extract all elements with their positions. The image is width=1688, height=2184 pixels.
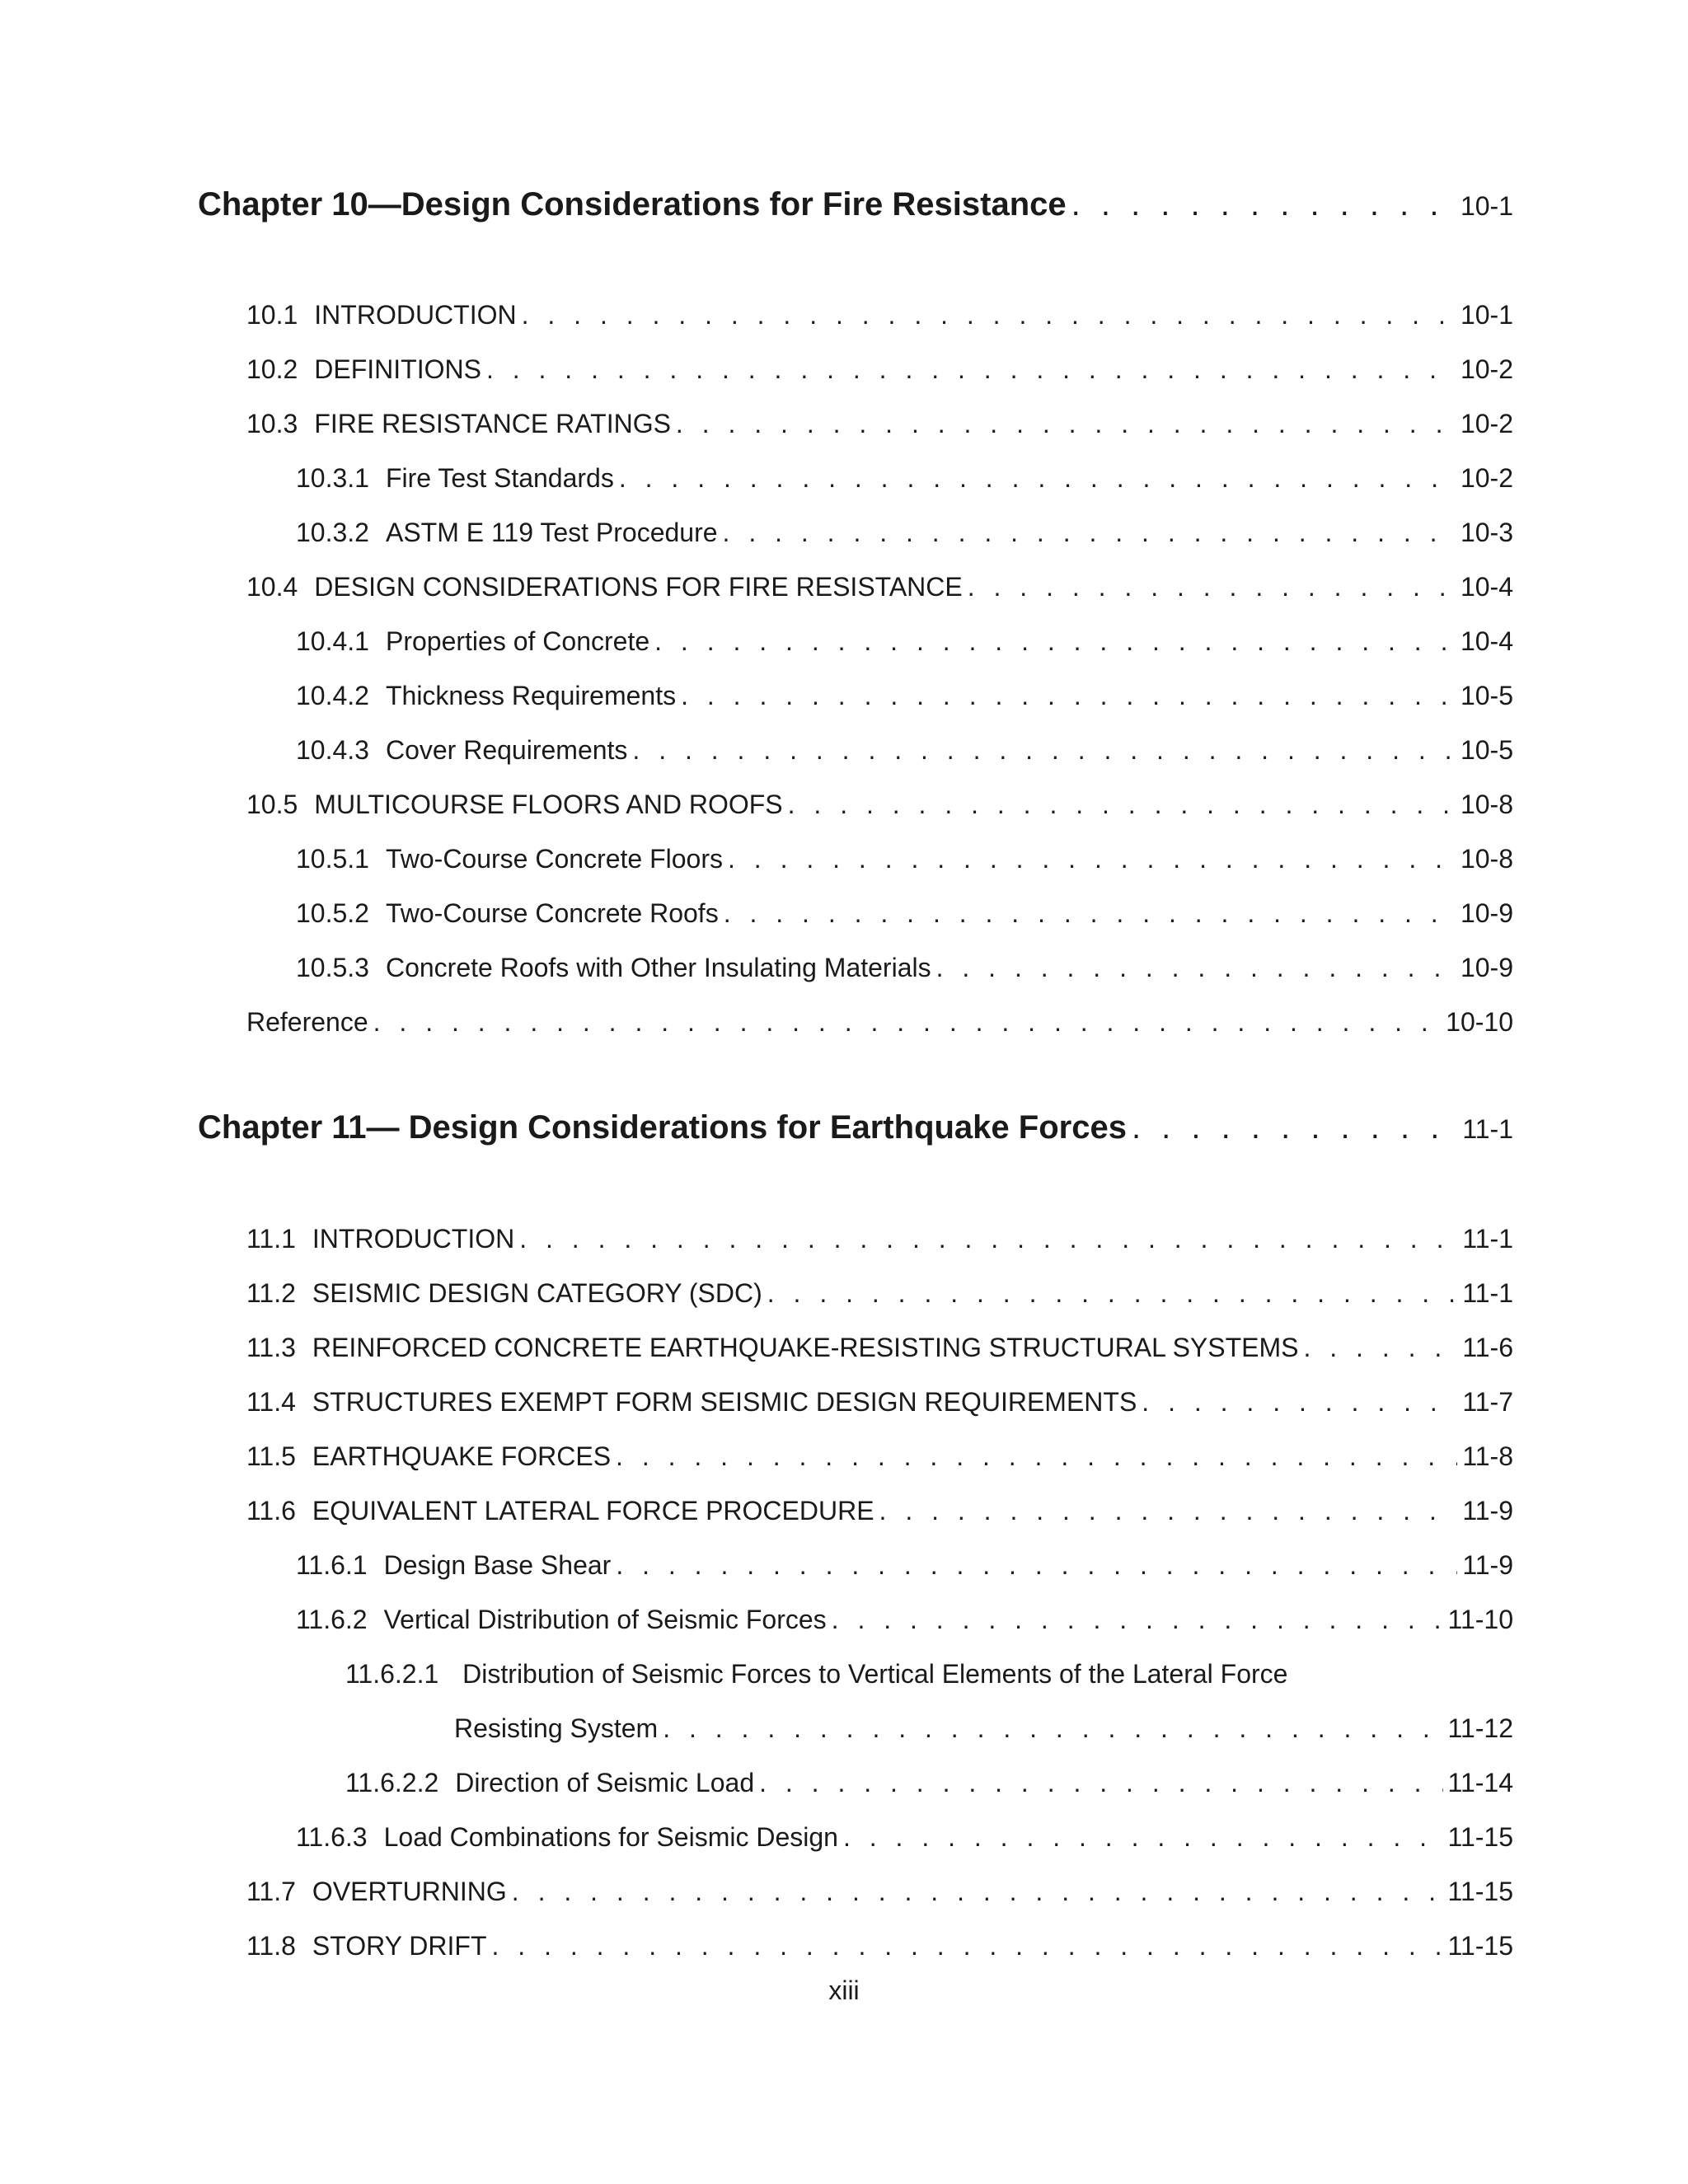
toc-entry [296, 735, 1513, 771]
entry-label: EQUIVALENT LATERAL FORCE PROCEDURE [312, 1496, 874, 1526]
dot-leader [832, 1605, 1443, 1635]
entry-label: OVERTURNING [312, 1877, 507, 1906]
entry-label: Vertical Distribution of Seismic Forces [383, 1605, 827, 1634]
entry-number: 10.1 [246, 300, 298, 330]
toc-entry [246, 1333, 1513, 1369]
dot-leader [519, 1224, 1457, 1254]
entry-label: Fire Test Standards [385, 463, 614, 493]
entry-label: Distribution of Seismic Forces to Vertical Elements of the Lateral Force [462, 1659, 1288, 1689]
entry-number: 11.3 [246, 1333, 296, 1362]
toc-entry [296, 844, 1513, 880]
entry-label: Two-Course Concrete Floors [385, 844, 723, 874]
entry-page: 11-15 [1447, 1931, 1513, 1961]
toc-entry [246, 1007, 1513, 1043]
entry-page: 10-10 [1446, 1007, 1513, 1037]
entry-page: 11-9 [1462, 1496, 1513, 1526]
dot-leader [968, 572, 1456, 602]
dot-leader [373, 1007, 1442, 1038]
dot-leader [632, 735, 1456, 766]
entry-label: DEFINITIONS [314, 354, 481, 384]
dot-leader [654, 626, 1456, 657]
entry-page: 10-1 [1460, 300, 1513, 330]
entry-label: Thickness Requirements [385, 681, 677, 710]
entry-number: 10.2 [246, 354, 298, 384]
entry-page: 11-10 [1447, 1605, 1513, 1634]
entry-label: Direction of Seismic Load [455, 1768, 755, 1797]
dot-leader [492, 1931, 1443, 1961]
entry-number: 10.3.1 [296, 463, 369, 493]
entry-number: 11.1 [246, 1224, 296, 1254]
dot-leader [1132, 1109, 1457, 1146]
toc-entry [246, 1441, 1513, 1478]
entry-number: 11.6 [246, 1496, 296, 1526]
entry-number: 11.4 [246, 1387, 296, 1417]
entry-number: 10.4.3 [296, 735, 369, 765]
entry-label: Reference [246, 1007, 368, 1037]
toc-entry-first-line [345, 1659, 1287, 1695]
entry-label: REINFORCED CONCRETE EARTHQUAKE-RESISTING STRUCTURAL SYSTEMS [312, 1333, 1299, 1362]
toc-entry [296, 953, 1513, 989]
entry-number: 10.3 [246, 409, 298, 438]
chapter-page: 10-1 [1460, 191, 1513, 221]
entry-number: 10.4.1 [296, 626, 369, 656]
entry-number: 10.5 [246, 790, 298, 819]
entry-page: 11-14 [1447, 1768, 1513, 1797]
toc-entry [345, 1768, 1513, 1804]
entry-page: 11-1 [1462, 1278, 1513, 1308]
entry-page: 11-9 [1462, 1550, 1513, 1580]
entry-number: 10.4 [246, 572, 298, 602]
entry-label: Concrete Roofs with Other Insulating Materials [385, 953, 931, 982]
toc-entry [296, 1550, 1513, 1586]
entry-number: 11.6.2.1 [345, 1659, 439, 1689]
dot-leader [616, 1441, 1457, 1472]
entry-page: 11-7 [1462, 1387, 1513, 1417]
entry-label: STRUCTURES EXEMPT FORM SEISMIC DESIGN REQUIREMENTS [312, 1387, 1137, 1417]
toc-entry [246, 790, 1513, 826]
entry-page: 11-8 [1462, 1441, 1513, 1471]
entry-number: 11.6.1 [296, 1550, 368, 1580]
entry-number: 11.6.2.2 [345, 1768, 439, 1797]
entry-number: 10.4.2 [296, 681, 369, 710]
dot-leader [619, 463, 1456, 494]
toc-entry [296, 1605, 1513, 1641]
toc-entry [246, 354, 1513, 391]
entry-label: SEISMIC DESIGN CATEGORY (SDC) [312, 1278, 762, 1308]
dot-leader [723, 518, 1456, 548]
dot-leader [767, 1278, 1458, 1309]
entry-number: 10.3.2 [296, 518, 369, 547]
entry-page: 11-15 [1447, 1877, 1513, 1906]
dot-leader [879, 1496, 1458, 1526]
entry-page: 10-2 [1460, 463, 1513, 493]
entry-page: 10-8 [1460, 844, 1513, 874]
entry-page: 11-12 [1447, 1713, 1513, 1743]
dot-leader [1303, 1333, 1457, 1363]
toc-entry [296, 626, 1513, 663]
entry-label: STORY DRIFT [312, 1931, 487, 1961]
toc-entry [246, 1224, 1513, 1260]
toc-entry [246, 1877, 1513, 1913]
toc-entry [246, 300, 1513, 336]
entry-page: 10-4 [1460, 572, 1513, 602]
page-number: xiii [828, 1975, 860, 2005]
dot-leader [728, 844, 1456, 874]
entry-label: Properties of Concrete [385, 626, 650, 656]
chapter-heading [198, 1109, 1513, 1155]
dot-leader [512, 1877, 1443, 1907]
entry-number: 11.2 [246, 1278, 296, 1308]
entry-page: 10-4 [1460, 626, 1513, 656]
entry-page: 10-2 [1460, 354, 1513, 384]
entry-page: 10-3 [1460, 518, 1513, 547]
toc-entry [246, 1496, 1513, 1532]
dot-leader [724, 898, 1456, 929]
entry-label: Load Combinations for Seismic Design [383, 1822, 838, 1852]
entry-label: Cover Requirements [385, 735, 628, 765]
entry-page: 10-8 [1460, 790, 1513, 819]
entry-page: 10-2 [1460, 409, 1513, 438]
entry-page: 10-9 [1460, 898, 1513, 928]
dot-leader [936, 953, 1456, 983]
entry-label: MULTICOURSE FLOORS AND ROOFS [314, 790, 783, 819]
toc-entry [246, 1387, 1513, 1423]
entry-number: 11.5 [246, 1441, 296, 1471]
entry-label: Design Base Shear [383, 1550, 612, 1580]
entry-label: DESIGN CONSIDERATIONS FOR FIRE RESISTANCE [314, 572, 963, 602]
chapter-title: Chapter 11— Design Considerations for Earthquake Forces [198, 1109, 1127, 1146]
entry-label: INTRODUCTION [314, 300, 517, 330]
dot-leader [522, 300, 1456, 330]
entry-label-continuation: Resisting System [454, 1713, 659, 1743]
toc-entry [246, 572, 1513, 608]
toc-entry [296, 681, 1513, 717]
entry-label: INTRODUCTION [312, 1224, 515, 1254]
toc-entry-continuation [454, 1713, 1513, 1750]
dot-leader [616, 1550, 1457, 1581]
entry-number: 11.6.3 [296, 1822, 368, 1852]
entry-number: 11.7 [246, 1877, 296, 1906]
dot-leader [663, 1713, 1442, 1744]
dot-leader [788, 790, 1456, 820]
chapter-heading [198, 186, 1513, 232]
toc-entry [246, 1931, 1513, 1967]
toc-entry [296, 898, 1513, 935]
dot-leader [1142, 1387, 1457, 1418]
entry-number: 10.5.2 [296, 898, 369, 928]
toc-entry [246, 409, 1513, 445]
dot-leader [681, 681, 1456, 711]
entry-number: 10.5.3 [296, 953, 369, 982]
toc-entry [246, 1278, 1513, 1315]
dot-leader [486, 354, 1456, 385]
dot-leader [676, 409, 1456, 439]
entry-page: 10-9 [1460, 953, 1513, 982]
entry-page: 11-6 [1462, 1333, 1513, 1362]
entry-page: 11-15 [1447, 1822, 1513, 1852]
entry-label: EARTHQUAKE FORCES [312, 1441, 612, 1471]
dot-leader [759, 1768, 1442, 1798]
entry-number: 11.6.2 [296, 1605, 368, 1634]
entry-number: 11.8 [246, 1931, 296, 1961]
toc-entry [296, 463, 1513, 499]
chapter-page: 11-1 [1462, 1114, 1513, 1144]
chapter-title: Chapter 10—Design Considerations for Fire Resistance [198, 186, 1067, 223]
entry-label: ASTM E 119 Test Procedure [385, 518, 718, 547]
entry-label: Two-Course Concrete Roofs [385, 898, 719, 928]
entry-label: FIRE RESISTANCE RATINGS [314, 409, 671, 438]
entry-page: 10-5 [1460, 681, 1513, 710]
dot-leader [843, 1822, 1443, 1853]
entry-number: 10.5.1 [296, 844, 369, 874]
dot-leader [1071, 186, 1456, 223]
toc-entry [296, 1822, 1513, 1858]
toc-entry [296, 518, 1513, 554]
entry-page: 11-1 [1462, 1224, 1513, 1254]
entry-page: 10-5 [1460, 735, 1513, 765]
